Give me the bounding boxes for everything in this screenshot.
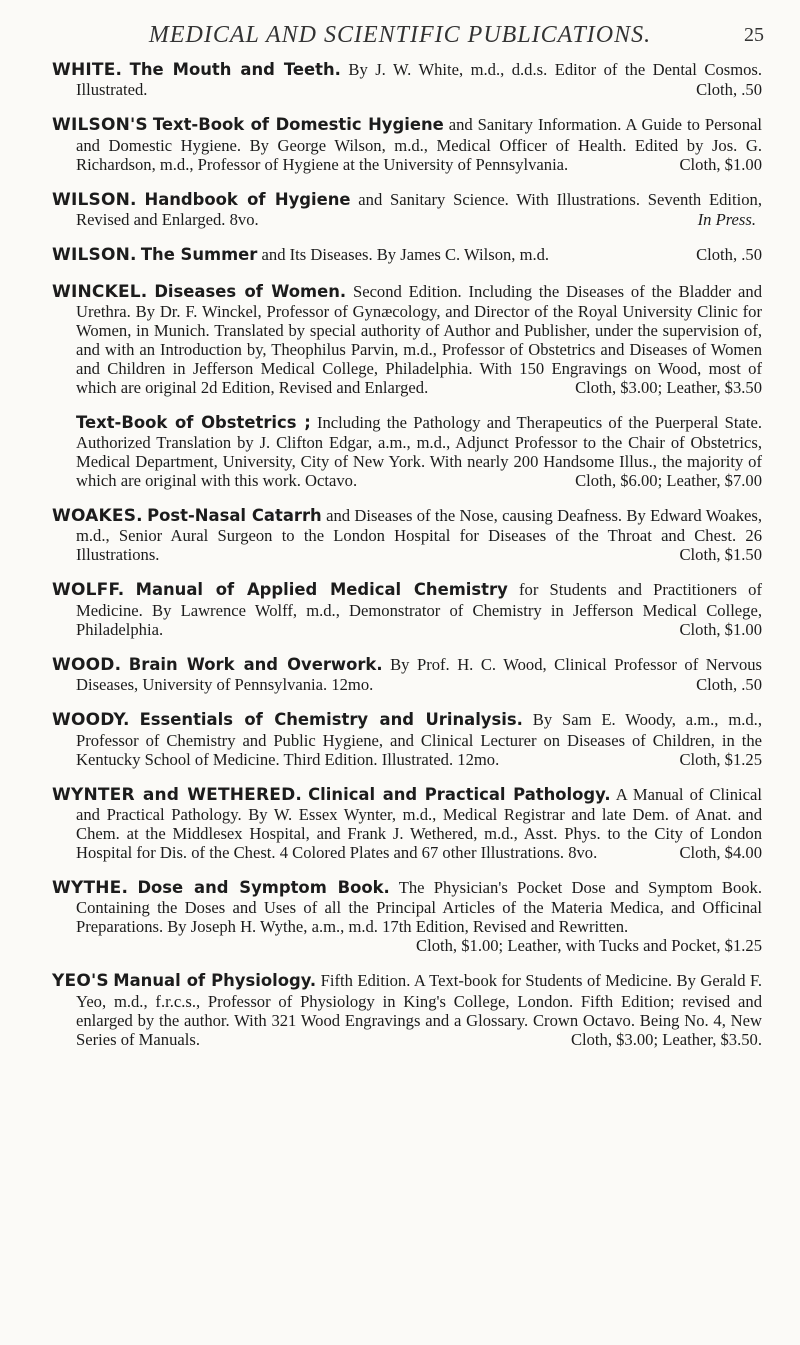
entry-title: Post-Nasal Catarrh: [147, 505, 322, 525]
entry-author: WOODY.: [52, 710, 130, 731]
entry-title: Clinical and Practical Pathology.: [308, 784, 611, 804]
running-head-title: MEDICAL AND SCIENTIFIC PUBLICATIONS.: [148, 22, 652, 48]
entry-price: Cloth, $1.00; Leather, with Tucks and Pocket, $1.25: [416, 936, 762, 956]
entry-description: By Prof. H. C. Wood, Clinical Professor of Nervous Diseases, University of Pennsylvania. 12mo.: [76, 654, 762, 695]
entry-author: YEO'S: [52, 971, 109, 992]
entry-price: Cloth, $1.50: [679, 545, 762, 565]
entry-author: WOLFF.: [52, 580, 125, 601]
entry-price: Cloth, .50: [696, 675, 762, 695]
entry-title: Dose and Symptom Book.: [137, 877, 390, 897]
entry-description: for Students and Practitioners of Medicine. By Lawrence Wolff, m.d., Demonstrator of Chemistry in Jefferson Medical College, Philadelphia.: [76, 580, 762, 639]
entry-price: Cloth, $3.00; Leather, $3.50: [575, 378, 762, 398]
entry-title: Text-Book of Obstetrics ;: [76, 413, 311, 433]
entry-author: WILSON.: [52, 189, 137, 210]
entry-description: and Sanitary Information. A Guide to Personal and Domestic Hygiene. By George Wilson, m.d., Medical Officer of Health. Edited by Jos. G. Richardson, m.d., Professor of Hygiene at the University of Pennsylvania.: [76, 115, 762, 174]
entry-author: WOAKES.: [52, 505, 143, 526]
catalog-entry: [52, 282, 762, 397]
entry-title: Brain Work and Overwork.: [128, 654, 383, 674]
catalog-entry: [52, 580, 762, 638]
entry-price: Cloth, $3.00; Leather, $3.50.: [570, 1029, 762, 1049]
running-head: [0, 14, 800, 54]
entry-description: and Sanitary Science. With Illustrations. Seventh Edition, Revised and Enlarged. 8vo.: [76, 189, 763, 230]
page-number: 25: [744, 24, 764, 46]
entry-price: Cloth, $1.25: [679, 749, 762, 769]
entry-title: The Mouth and Teeth.: [129, 60, 341, 79]
entry-description: and Its Diseases. By James C. Wilson, m.d.: [261, 245, 550, 265]
entry-price: Cloth, $4.00: [679, 842, 762, 862]
entry-price: In Press.: [697, 210, 756, 230]
catalog-entry: [52, 115, 762, 173]
entry-price: Cloth, $1.00: [679, 154, 762, 174]
catalog-entry: [52, 878, 762, 955]
catalog-entry: [52, 710, 762, 768]
entry-author: WYTHE.: [52, 877, 129, 898]
entry-title: Essentials of Chemistry and Urinalysis.: [139, 710, 523, 730]
catalog-entry: [52, 971, 762, 1048]
entry-title: Manual of Physiology.: [113, 971, 317, 991]
entry-description: By Sam E. Woody, a.m., m.d., Professor of Chemistry and Public Hygiene, and Clinical Lecturer on Diseases of Children, in the Kentucky School of Medicine. Third Edition. Illustrated. 12mo.: [76, 710, 762, 769]
entry-price: Cloth, .50: [696, 245, 762, 265]
entry-title: Handbook of Hygiene: [144, 189, 351, 209]
entry-price: Cloth, $6.00; Leather, $7.00: [575, 470, 762, 490]
catalog-entry: [52, 785, 762, 862]
entry-price: Cloth, .50: [696, 80, 762, 100]
catalog-entry: [52, 245, 762, 265]
entry-description: Second Edition. Including the Diseases of the Bladder and Urethra. By Dr. F. Winckel, Professor of Gynæcology, and Director of the Royal University Clinic for Women, in Munich. Translated by special authority of Author and Publisher, under the supervision of, and with an Introduction by, Theophilus Parvin, m.d., Professor of Obstetrics and Diseases of Women and Children in Jefferson Medical College, Philadelphia. With 150 Engravings on Wood, most of which are original 2d Edition, Revised and Enlarged.: [76, 281, 763, 398]
entry-author: WHITE.: [52, 60, 123, 80]
entry-description: Including the Pathology and Therapeutics of the Puerperal State. Authorized Translation by J. Clifton Edgar, a.m., m.d., Adjunct Professor to the Chair of Obstetrics, Medical Department, University, City of New York. With nearly 200 Handsome Illus., the majority of which are original with this work. Octavo.: [76, 413, 762, 490]
entry-description: By J. W. White, m.d., d.d.s. Editor of the Dental Cosmos. Illustrated.: [76, 60, 763, 100]
entry-author: WILSON.: [52, 245, 137, 266]
entry-author: WYNTER and WETHERED.: [52, 784, 303, 805]
entry-title: Diseases of Women.: [154, 281, 347, 301]
catalog-entry: [52, 655, 762, 694]
catalog-entries: [52, 60, 762, 1065]
catalog-entry: [52, 190, 762, 229]
entry-title: Text-Book of Domestic Hygiene: [152, 115, 444, 135]
entry-author: WINCKEL.: [52, 281, 148, 302]
catalog-entry: [52, 413, 762, 490]
entry-description: A Manual of Clinical and Practical Pathology. By W. Essex Wynter, m.d., Medical Registrar and late Dem. of Anat. and Chem. at the Middlesex Hospital, and Frank J. Wethered, m.d., Asst. Phys. to the City of London Hospital for Dis. of the Chest. 4 Colored Plates and 67 other Illustrations. 8vo.: [76, 784, 763, 862]
entry-description: The Physician's Pocket Dose and Symptom Book. Containing the Doses and Uses of all the Principal Articles of the Materia Medica, and Officinal Preparations. By Joseph H. Wythe, a.m., m.d. 17th Edition, Revised and Rewritten.: [76, 877, 763, 937]
entry-price: Cloth, $1.00: [679, 619, 762, 639]
entry-description: and Diseases of the Nose, causing Deafness. By Edward Woakes, m.d., Senior Aural Surgeon to the London Hospital for Diseases of the Throat and Chest. 26 Illustrations.: [76, 505, 762, 565]
entry-description: Fifth Edition. A Text-book for Students of Medicine. By Gerald F. Yeo, m.d., f.r.c.s., Professor of Physiology in King's College, London. Fifth Edition; revised and enlarged by the author. With 321 Wood Engravings and a Glossary. Crown Octavo. Being No. 4, New Series of Manuals.: [76, 971, 762, 1049]
entry-author: WILSON'S: [52, 115, 148, 136]
entry-title: The Summer: [140, 245, 258, 265]
entry-author: WOOD.: [52, 654, 122, 675]
catalog-entry: [52, 506, 762, 564]
entry-title: Manual of Applied Medical Chemistry: [135, 580, 508, 600]
catalog-entry: [52, 60, 762, 99]
